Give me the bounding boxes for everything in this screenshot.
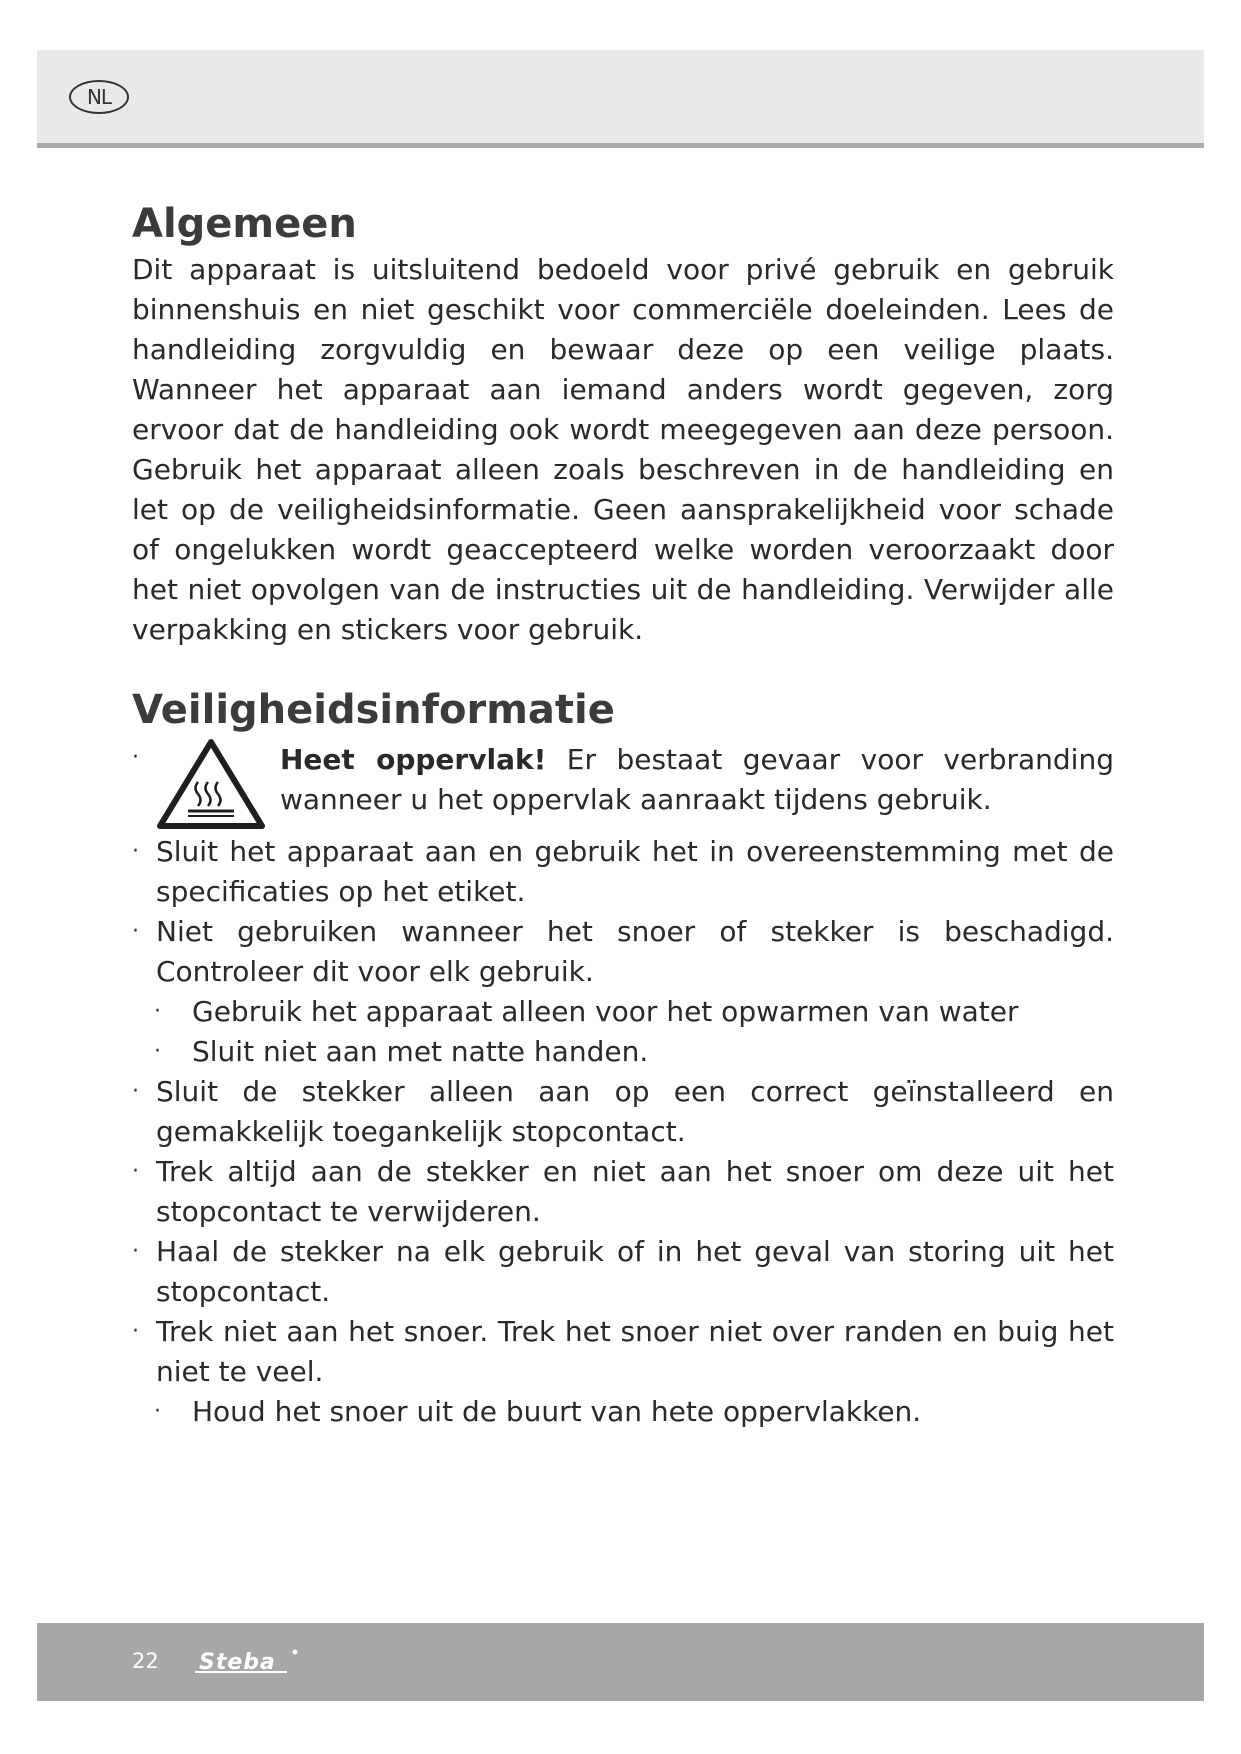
list-item-text: Houd het snoer uit de buurt van hete oppervlakken. xyxy=(192,1395,922,1428)
list-item xyxy=(132,912,1114,992)
bullet-dot: · xyxy=(132,919,139,944)
bullet-dot: · xyxy=(154,1399,161,1424)
list-item-text: Sluit niet aan met natte handen. xyxy=(192,1035,649,1068)
hot-surface-warning-icon xyxy=(156,738,266,832)
warning-heading: Heet oppervlak! xyxy=(280,743,547,776)
bullet-dot: · xyxy=(154,999,161,1024)
list-item-text: Gebruik het apparaat alleen voor het opwarmen van water xyxy=(192,995,1019,1028)
warning-list-item xyxy=(132,738,1114,832)
list-item xyxy=(132,1152,1114,1232)
warning-description: Er bestaat gevaar voor verbranding wanneer u het oppervlak aanraakt tijdens gebruik. xyxy=(280,743,1114,816)
header-band xyxy=(37,50,1204,148)
list-item-text: Niet gebruiken wanneer het snoer of stekker is beschadigd. Controleer dit voor elk gebruik. xyxy=(156,915,1114,988)
warning-text xyxy=(280,738,1114,820)
svg-text:Steba: Steba xyxy=(199,1650,276,1675)
page-content xyxy=(132,200,1114,1432)
list-item-text: Haal de stekker na elk gebruik of in het geval van storing uit het stopcontact. xyxy=(156,1235,1114,1308)
list-item xyxy=(132,1312,1114,1392)
section-title-safety: Veiligheidsinformatie xyxy=(132,687,615,733)
list-item xyxy=(132,992,1114,1032)
language-badge: NL xyxy=(69,80,129,114)
list-item xyxy=(132,1072,1114,1152)
list-item xyxy=(132,832,1114,912)
list-item xyxy=(132,1392,1114,1432)
page-number: 22 xyxy=(132,1649,159,1673)
list-item xyxy=(132,1032,1114,1072)
general-paragraph: Dit apparaat is uitsluitend bedoeld voor privé gebruik en gebruik binnenshuis en niet geschikt voor commerciële doeleinden. Lees de handleiding zorgvuldig en bewaar deze op een veilige plaats. Wanneer het apparaat aan iemand anders wordt gegeven, zorg ervoor dat de handleiding ook wordt meegegeven aan deze persoon. Gebruik het apparaat alleen zoals beschreven in de handleiding en let op de veiligheidsinformatie. Geen aansprakelijkheid voor schade of ongelukken wordt geaccepteerd welke worden veroorzaakt door het niet opvolgen van de instructies uit de handleiding. Verwijder alle verpakking en stickers voor gebruik. xyxy=(132,253,1114,646)
footer-band xyxy=(37,1623,1204,1701)
bullet-dot: · xyxy=(132,1319,139,1344)
list-item-text: Sluit het apparaat aan en gebruik het in overeenstemming met de specificaties op het etiket. xyxy=(156,835,1114,908)
list-item-text: Sluit de stekker alleen aan op een correct geïnstalleerd en gemakkelijk toegankelijk stopcontact. xyxy=(156,1075,1114,1148)
list-item xyxy=(132,1232,1114,1312)
bullet-dot: · xyxy=(132,1079,139,1104)
bullet-dot: · xyxy=(132,1159,139,1184)
bullet-dot: · xyxy=(154,1039,161,1064)
section-title-general: Algemeen xyxy=(132,201,357,247)
safety-section xyxy=(132,686,1114,1432)
bullet-dot: · xyxy=(132,1239,139,1264)
list-item-text: Trek niet aan het snoer. Trek het snoer niet over randen en buig het niet te veel. xyxy=(156,1315,1114,1388)
brand-logo xyxy=(195,1645,313,1679)
bullet-dot: · xyxy=(132,745,139,770)
safety-list xyxy=(132,738,1114,1432)
list-item-text: Trek altijd aan de stekker en niet aan het snoer om deze uit het stopcontact te verwijderen. xyxy=(156,1155,1114,1228)
bullet-dot: · xyxy=(132,839,139,864)
